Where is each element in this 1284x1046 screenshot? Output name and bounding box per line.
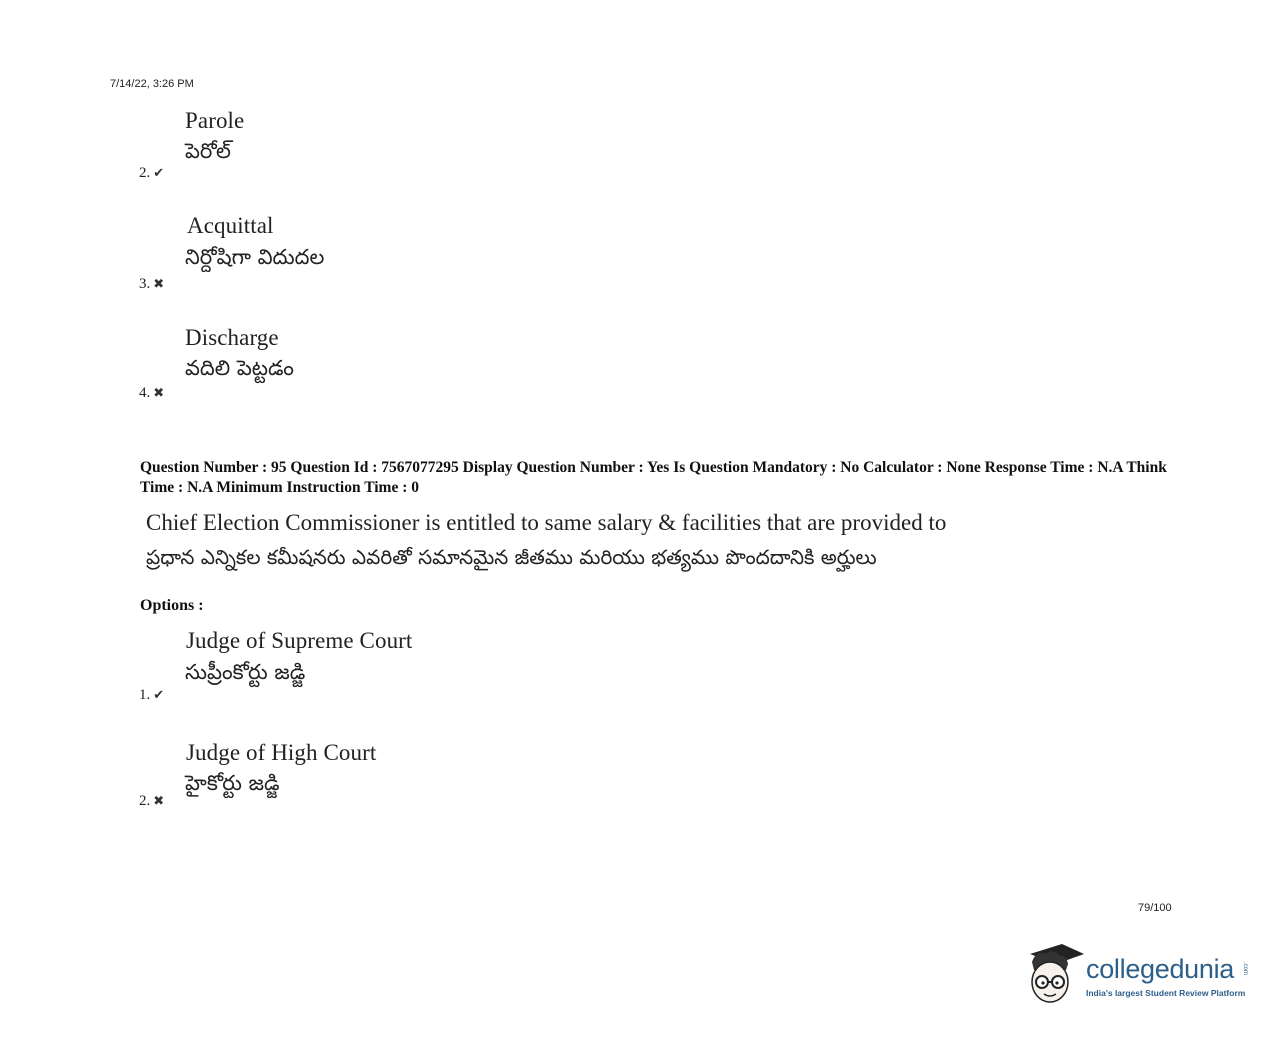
check-mark-icon: ✔: [153, 165, 165, 180]
print-timestamp: 7/14/22, 3:26 PM: [110, 78, 194, 90]
option-number-label: 4.: [139, 385, 151, 401]
option-telugu-text: వదిలి పెట్టడం: [185, 356, 294, 380]
option-number: [139, 165, 164, 182]
cross-mark-icon: ✖: [153, 385, 165, 400]
option-english-text: Parole: [185, 108, 245, 133]
mascot-icon: [1022, 940, 1088, 1010]
option-number: [139, 687, 164, 704]
option-english-text: Judge of High Court: [186, 740, 377, 765]
option-english-text: Judge of Supreme Court: [186, 628, 413, 653]
option-telugu-text: సుప్రీంకోర్టు జడ్జి: [185, 660, 306, 684]
option-number-label: 2.: [139, 165, 151, 181]
question-meta: Question Number : 95 Question Id : 7567077295 Display Question Number : Yes Is Question Mandatory : No Calculator : None Response Time : N.A Think Time : N.A Minimum Instruction Time : 0: [140, 459, 1167, 496]
cross-mark-icon: ✖: [153, 793, 165, 808]
brand-tagline: India's largest Student Review Platform: [1086, 988, 1246, 998]
brand-name: collegedunia: [1086, 954, 1235, 984]
brand-tld: .com: [1242, 962, 1248, 976]
option-number-label: 1.: [139, 687, 151, 703]
question-text-telugu: ప్రధాన ఎన్నికల కమీషనరు ఎవరితో సమానమైన జీతము మరియు భత్యము పొందదానికి అర్హులు: [146, 545, 877, 569]
option-english-text: Acquittal: [187, 213, 274, 238]
option-number: [139, 385, 164, 402]
option-telugu-text: పెరోల్: [185, 139, 231, 163]
option-telugu-text: నిర్దోషిగా విదుదల: [185, 245, 325, 269]
option-number: [139, 276, 164, 293]
options-heading: Options :: [140, 597, 204, 614]
option-telugu-text: హైకోర్టు జడ్జి: [185, 771, 280, 795]
question-text-english: Chief Election Commissioner is entitled to same salary & facilities that are provided to: [146, 510, 947, 535]
collegedunia-logo: [1022, 940, 1254, 1010]
cross-mark-icon: ✖: [153, 276, 165, 291]
option-number-label: 2.: [139, 793, 151, 809]
option-number-label: 3.: [139, 276, 151, 292]
option-english-text: Discharge: [185, 325, 279, 350]
check-mark-icon: ✔: [153, 687, 165, 702]
page-number: 79/100: [1138, 902, 1172, 914]
option-number: [139, 793, 164, 810]
